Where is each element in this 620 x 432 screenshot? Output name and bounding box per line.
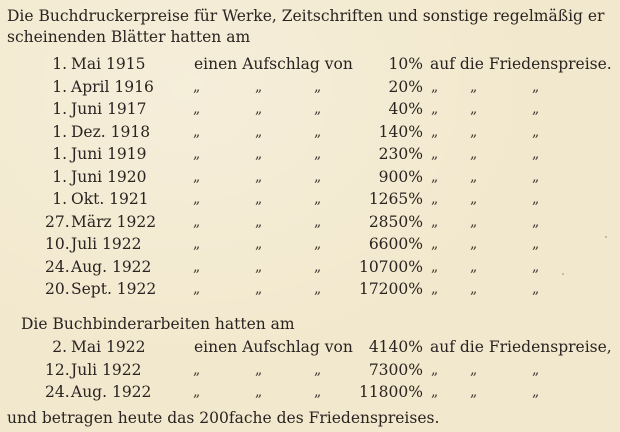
- row-day: 27.: [45, 212, 70, 231]
- ditto-mark: „: [255, 168, 263, 185]
- row-date: Juli 1922: [71, 360, 142, 379]
- ditto-mark: „: [255, 258, 263, 275]
- row-day: 10.: [45, 235, 70, 253]
- ditto-mark: „: [255, 191, 263, 207]
- ditto-mark: „: [470, 168, 478, 185]
- ditto-mark: „: [532, 191, 540, 207]
- ditto-mark: „: [431, 78, 439, 95]
- ditto-mark: „: [532, 168, 540, 185]
- paper-speck: [562, 273, 564, 275]
- row-percent: 1265%: [368, 190, 423, 208]
- ditto-mark: „: [255, 78, 263, 95]
- row-date: Dez. 1918: [71, 122, 151, 141]
- table-row: [0, 143, 620, 165]
- row-percent: 40%: [388, 100, 423, 118]
- row-percent: 10%: [388, 55, 423, 73]
- row-day: 1.: [52, 145, 67, 163]
- ditto-mark: „: [255, 281, 263, 297]
- row-date: Juni 1917: [71, 100, 147, 118]
- ditto-mark: „: [193, 123, 201, 140]
- ditto-mark: „: [431, 168, 439, 185]
- ditto-mark: „: [193, 168, 201, 185]
- ditto-mark: „: [470, 236, 478, 252]
- ditto-mark: „: [431, 213, 439, 230]
- table-row: [0, 121, 620, 143]
- ditto-mark: „: [532, 213, 540, 230]
- ditto-mark: „: [193, 146, 201, 162]
- ditto-mark: „: [470, 281, 478, 297]
- ditto-mark: „: [255, 123, 263, 140]
- ditto-mark: „: [193, 78, 201, 95]
- ditto-mark: „: [431, 281, 439, 297]
- row-date: Mai 1922: [71, 338, 146, 356]
- row-tail: auf die Friedenspreise,: [430, 338, 612, 356]
- ditto-mark: „: [532, 78, 540, 95]
- ditto-mark: „: [532, 236, 540, 252]
- ditto-mark: „: [255, 101, 263, 117]
- ditto-mark: „: [193, 101, 201, 117]
- row-percent: 2850%: [368, 212, 423, 231]
- table-row: [0, 211, 620, 233]
- row-day: 1.: [52, 100, 67, 118]
- ditto-mark: „: [193, 384, 201, 400]
- ditto-mark: „: [532, 384, 540, 400]
- ditto-mark: „: [532, 258, 540, 275]
- ditto-mark: „: [255, 361, 263, 378]
- ditto-mark: „: [470, 361, 478, 378]
- ditto-mark: „: [314, 384, 322, 400]
- row-phrase: einen Aufschlag von: [194, 55, 353, 73]
- table-row: [0, 381, 620, 403]
- ditto-mark: „: [532, 361, 540, 378]
- ditto-mark: „: [431, 191, 439, 207]
- row-day: 1.: [52, 55, 67, 73]
- row-day: 24.: [45, 257, 70, 276]
- row-percent: 7300%: [368, 360, 423, 379]
- ditto-mark: „: [532, 123, 540, 140]
- row-date: Aug. 1922: [71, 257, 152, 276]
- ditto-mark: „: [314, 258, 322, 275]
- row-day: 1.: [52, 167, 67, 186]
- row-day: 20.: [45, 280, 70, 298]
- ditto-mark: „: [431, 361, 439, 378]
- row-day: 2.: [52, 338, 67, 356]
- row-percent: 900%: [378, 167, 423, 186]
- table-row: [0, 256, 620, 278]
- row-day: 24.: [45, 383, 70, 401]
- ditto-mark: „: [314, 168, 322, 185]
- ditto-mark: „: [255, 236, 263, 252]
- ditto-mark: „: [314, 191, 322, 207]
- row-date: April 1916: [71, 77, 154, 96]
- ditto-mark: „: [314, 361, 322, 378]
- ditto-mark: „: [470, 384, 478, 400]
- table-row: [0, 166, 620, 188]
- ditto-mark: „: [532, 281, 540, 297]
- ditto-mark: „: [255, 146, 263, 162]
- ditto-mark: „: [314, 236, 322, 252]
- ditto-mark: „: [193, 191, 201, 207]
- ditto-mark: „: [255, 384, 263, 400]
- table-row: [0, 359, 620, 381]
- ditto-mark: „: [431, 258, 439, 275]
- ditto-mark: „: [532, 101, 540, 117]
- ditto-mark: „: [470, 258, 478, 275]
- ditto-mark: „: [470, 78, 478, 95]
- ditto-mark: „: [470, 213, 478, 230]
- ditto-mark: „: [255, 213, 263, 230]
- ditto-mark: „: [470, 101, 478, 117]
- intro-line-1: Die Buchdruckerpreise für Werke, Zeitschriften und sonstige regelmäßig er: [7, 7, 605, 25]
- row-percent: 230%: [378, 145, 423, 163]
- ditto-mark: „: [193, 258, 201, 275]
- ditto-mark: „: [431, 236, 439, 252]
- table-row: [0, 278, 620, 300]
- closing-line: und betragen heute das 200fache des Friedenspreises.: [7, 409, 440, 427]
- row-tail: auf die Friedenspreise.: [430, 55, 612, 73]
- ditto-mark: „: [431, 384, 439, 400]
- row-percent: 20%: [388, 77, 423, 96]
- ditto-mark: „: [470, 123, 478, 140]
- table-row: [0, 233, 620, 255]
- row-date: Juli 1922: [71, 235, 142, 253]
- row-date: Juni 1919: [71, 145, 147, 163]
- row-date: Aug. 1922: [71, 383, 152, 401]
- row-date: Okt. 1921: [71, 190, 149, 208]
- row-percent: 17200%: [358, 280, 423, 298]
- ditto-mark: „: [193, 236, 201, 252]
- row-date: Mai 1915: [71, 55, 146, 73]
- table-row: [0, 188, 620, 210]
- ditto-mark: „: [470, 146, 478, 162]
- ditto-mark: „: [314, 101, 322, 117]
- table-row: [0, 53, 620, 75]
- row-phrase: einen Aufschlag von: [194, 338, 353, 356]
- ditto-mark: „: [431, 146, 439, 162]
- ditto-mark: „: [532, 146, 540, 162]
- ditto-mark: „: [193, 281, 201, 297]
- ditto-mark: „: [314, 281, 322, 297]
- row-percent: 4140%: [368, 338, 423, 356]
- row-day: 1.: [52, 122, 67, 141]
- row-percent: 10700%: [358, 257, 423, 276]
- ditto-mark: „: [314, 213, 322, 230]
- ditto-mark: „: [470, 191, 478, 207]
- table-row: [0, 336, 620, 358]
- paper-speck: [605, 236, 607, 238]
- row-date: März 1922: [71, 212, 157, 231]
- table-row: [0, 98, 620, 120]
- row-percent: 140%: [378, 122, 423, 141]
- row-day: 1.: [52, 77, 67, 96]
- ditto-mark: „: [314, 146, 322, 162]
- row-day: 1.: [52, 190, 67, 208]
- ditto-mark: „: [431, 101, 439, 117]
- row-percent: 11800%: [358, 383, 423, 401]
- table-row: [0, 76, 620, 98]
- row-percent: 6600%: [368, 235, 423, 253]
- ditto-mark: „: [314, 123, 322, 140]
- ditto-mark: „: [314, 78, 322, 95]
- intro-line-2: scheinenden Blätter hatten am: [7, 28, 251, 46]
- row-day: 12.: [45, 360, 70, 379]
- ditto-mark: „: [193, 361, 201, 378]
- binder-intro: Die Buchbinderarbeiten hatten am: [21, 315, 295, 333]
- row-date: Juni 1920: [71, 167, 147, 186]
- ditto-mark: „: [193, 213, 201, 230]
- row-date: Sept. 1922: [71, 280, 157, 298]
- ditto-mark: „: [431, 123, 439, 140]
